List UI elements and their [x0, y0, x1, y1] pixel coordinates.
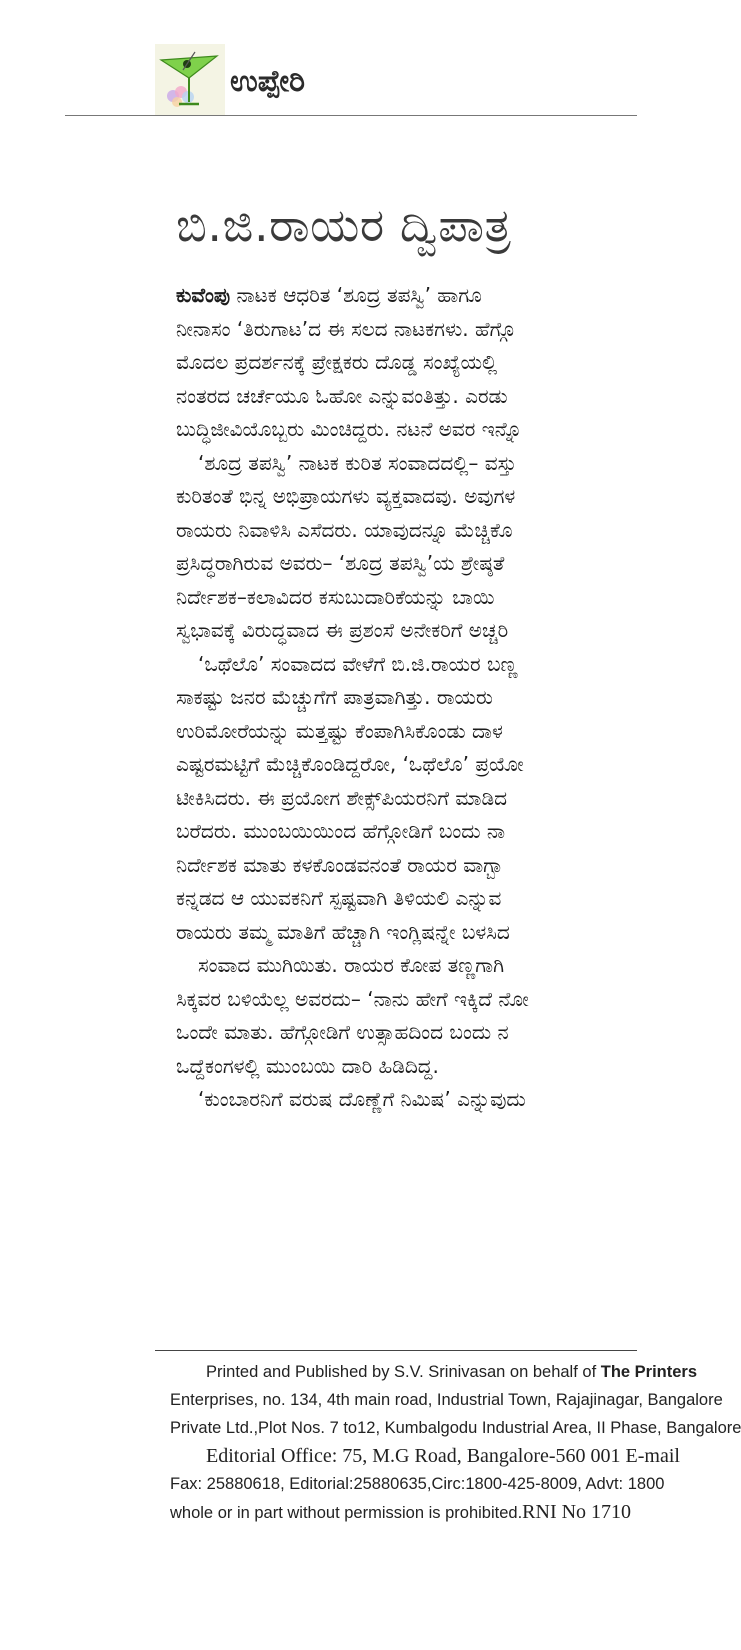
article-line: ಕನ್ನಡದ ಆ ಯುವಕನಿಗೆ ಸ್ಪಷ್ಟವಾಗಿ ತಿಳಿಯಲಿ ಎನ್ನುವ: [176, 886, 502, 910]
cocktail-glass-icon: [155, 44, 225, 116]
imprint-line: Fax: 25880618, Editorial:25880635,Circ:1800-425-8009, Advt: 1800: [170, 1475, 665, 1493]
article-line: ಬುದ್ಧಿಜೀವಿಯೊಬ್ಬರು ಮಿಂಚಿದ್ದರು. ನಟನೆ ಅವರ ಇನ್ನೊ: [176, 417, 523, 441]
article-line: ಉರಿಮೋರೆಯನ್ನು ಮತ್ತಷ್ಟು ಕೆಂಪಾಗಿಸಿಕೊಂಡು ದಾಳ: [176, 718, 503, 743]
article-line: ಸ್ವಭಾವಕ್ಕೆ ವಿರುದ್ಧವಾದ ಈ ಪ್ರಶಂಸೆ ಅನೇಕರಿಗೆ ಅಚ್ಚರಿ: [176, 618, 509, 642]
printer-name: The Printers: [600, 1363, 698, 1381]
article-line: ಕುರಿತಂತೆ ಭಿನ್ನ ಅಭಿಪ್ರಾಯಗಳು ವ್ಯಕ್ತವಾದವು. ಅವುಗಳ: [176, 484, 516, 508]
article-line: ಮೊದಲ ಪ್ರದರ್ಶನಕ್ಕೆ ಪ್ರೇಕ್ಷಕರು ದೊಡ್ಡ ಸಂಖ್ಯೆಯಲ್ಲಿ: [176, 350, 498, 374]
article-body: [176, 279, 637, 1117]
article-line: ಒದ್ದೆಕಂಗಳಲ್ಲಿ ಮುಂಬಯಿ ದಾರಿ ಹಿಡಿದಿದ್ದ.: [176, 1053, 439, 1078]
article-line: ಕುವೆಂಪು ನಾಟಕ ಆಧರಿತ ‘ಶೂದ್ರ ತಪಸ್ವಿ’ ಹಾಗೂ: [176, 283, 482, 307]
article-line: ಸಿಕ್ಕವರ ಬಳಿಯೆಲ್ಲ ಅವರದು– ‘ನಾನು ಹೇಗೆ ಇಕ್ಕಿದೆ ನೋ: [176, 986, 529, 1011]
editorial-office-line: Editorial Office: 75, M.G Road, Bangalore-560 001 E-mail: [206, 1445, 680, 1467]
imprint-footer: [170, 1358, 741, 1526]
article-line: ಎಷ್ಟರಮಟ್ಟಿಗೆ ಮೆಚ್ಚಿಕೊಂಡಿದ್ದರೋ, ‘ಒಥೆಲೊ’ ಪ್ರಯೋ: [176, 752, 524, 776]
footer-divider: [155, 1350, 637, 1351]
article-line: ರಾಯರು ತಮ್ಮ ಮಾತಿಗೆ ಹೆಚ್ಚಾಗಿ ಇಂಗ್ಲಿಷನ್ನೇ ಬಳಸಿದ: [176, 919, 510, 944]
imprint-line: Private Ltd.,Plot Nos. 7 to12, Kumbalgodu Industrial Area, II Phase, Bangalore: [170, 1419, 741, 1437]
article-line: ಸಾಕಷ್ಟು ಜನರ ಮೆಚ್ಚುಗೆಗೆ ಪಾತ್ರವಾಗಿತ್ತು. ರಾಯರು: [176, 685, 493, 709]
imprint-line: Enterprises, no. 134, 4th main road, Industrial Town, Rajajinagar, Bangalore: [170, 1391, 723, 1409]
article-paragraph-start: ‘ಒಥೆಲೊ’ ಸಂವಾದದ ವೇಳೆಗೆ ಬಿ.ಜಿ.ರಾಯರ ಬಣ್ಣ: [198, 651, 518, 676]
header-divider: [65, 115, 637, 116]
article-paragraph-start: ‘ಶೂದ್ರ ತಪಸ್ವಿ’ ನಾಟಕ ಕುರಿತ ಸಂವಾದದಲ್ಲಿ– ವಸ್ತು: [198, 450, 517, 475]
article-paragraph-start: ‘ಕುಂಬಾರನಿಗೆ ವರುಷ ದೊಣ್ಣೆಗೆ ನಿಮಿಷ’ ಎನ್ನುವುದು: [198, 1087, 526, 1111]
article-line: ನಿರ್ದೇಶಕ ಮಾತು ಕಳಕೊಂಡವನಂತೆ ರಾಯರ ವಾಗ್ಬಾ: [176, 852, 504, 877]
editorial-office-label: Editorial Office:: [206, 1445, 338, 1467]
imprint-line: Printed and Published by S.V. Srinivasan on behalf of The Printers: [206, 1363, 698, 1381]
section-logo: [155, 44, 225, 116]
article-line: ನಿರ್ದೇಶಕ–ಕಲಾವಿದರ ಕಸುಬುದಾರಿಕೆಯನ್ನು ಬಾಯಿ: [176, 584, 495, 609]
article-lead-word: ಕುವೆಂಪು: [176, 283, 231, 307]
article-line: ನಂತರದ ಚರ್ಚೆಯೂ ಓಹೋ ಎನ್ನುವಂತಿತ್ತು. ಎರಡು: [176, 383, 508, 408]
imprint-line: whole or in part without permission is prohibited.RNI No 1710: [170, 1501, 632, 1523]
article-paragraph-start: ಸಂವಾದ ಮುಗಿಯಿತು. ರಾಯರ ಕೋಪ ತಣ್ಣಗಾಗಿ: [198, 953, 505, 977]
article-line: ರಾಯರು ನಿವಾಳಿಸಿ ಎಸೆದರು. ಯಾವುದನ್ನೂ ಮೆಚ್ಚಿಕೊ: [176, 517, 513, 542]
article-line: ಟೀಕಿಸಿದರು. ಈ ಪ್ರಯೋಗ ಶೇಕ್ಸ್‌ಪಿಯರನಿಗೆ ಮಾಡಿದ: [176, 785, 507, 810]
section-title: ಉಪ್ಪೇರಿ: [230, 64, 305, 99]
article-line: ಬರೆದರು. ಮುಂಬಯಿಯಿಂದ ಹೆಗ್ಗೋಡಿಗೆ ಬಂದು ನಾ: [176, 819, 506, 843]
rni-number: RNI No 1710: [522, 1501, 632, 1523]
article-line: ನೀನಾಸಂ ‘ತಿರುಗಾಟ’ದ ಈ ಸಲದ ನಾಟಕಗಳು. ಹೆಗ್ಗೊ: [176, 316, 516, 341]
article-line: ಒಂದೇ ಮಾತು. ಹೆಗ್ಗೋಡಿಗೆ ಉತ್ಸಾಹದಿಂದ ಬಂದು ನ: [176, 1020, 509, 1044]
article-headline: ಬಿ.ಜಿ.ರಾಯರ ದ್ವಿಪಾತ್ರ: [176, 198, 512, 252]
article-line: ಪ್ರಸಿದ್ಧರಾಗಿರುವ ಅವರು– ‘ಶೂದ್ರ ತಪಸ್ವಿ’ಯ ಶ್ರೇಷ್ಠತೆ: [176, 551, 505, 575]
